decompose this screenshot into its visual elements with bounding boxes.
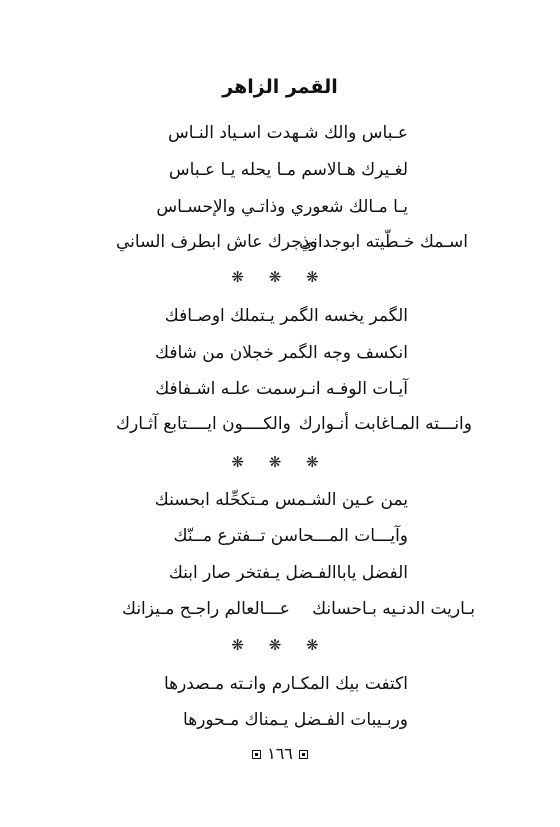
verse-line: الگمر يخسه الگمر يـتملك اوصـافك — [164, 306, 408, 326]
verse-line: الفضل ياباالفـضل يـفتخر صار ابنك — [168, 563, 408, 583]
page-number — [0, 744, 560, 763]
stanza-separator: ❋ ❋ ❋ — [231, 268, 329, 286]
verse-line: وآيـــات المـــحاسن تــفترع مــنّك — [173, 526, 408, 546]
verse-line: يـا مـالك شعوري وذاتـي والإحسـاس — [156, 197, 408, 217]
verse-hemistich-left: وذجرك عاش ابطرف الساني — [116, 232, 318, 252]
page-number-text: ١٦٦ — [267, 744, 293, 763]
verse-hemistich-right: اسـمك خـطّيته ابوجداني — [298, 232, 468, 252]
verse-line: انكسف وجه الگمر خجلان من شافك — [155, 343, 408, 363]
ornament-square-icon — [252, 750, 261, 759]
verse-line: آيـات الوفـه انـرسمت علـه اشـفافك — [155, 379, 408, 399]
verse-line: لغـيرك هـالاسم مـا يحله يـا عـباس — [168, 160, 408, 180]
verse-line: اكتفت بيك المكـارم وانـته مـصدرها — [163, 674, 408, 694]
verse-hemistich-right: بـاريت الدنـيه بـاحسانك — [312, 599, 475, 619]
poem-title: القمر الزاهر — [222, 76, 338, 98]
verse-hemistich-left: والكــــون ايــــتابع آثـارك — [116, 414, 291, 434]
verse-line: عـباس والك شـهدت اسـياد النـاس — [167, 123, 408, 143]
verse-hemistich-right: وانـــته المـاغابت أنـوارك — [298, 414, 472, 434]
stanza-separator: ❋ ❋ ❋ — [231, 636, 329, 654]
verse-line: وربـيبات الفـضل يـمناك مـحورها — [183, 710, 408, 730]
ornament-square-icon — [299, 750, 308, 759]
stanza-separator: ❋ ❋ ❋ — [231, 453, 329, 471]
verse-line: يمن عـين الشـمس مـتكحِّله ابحسنك — [154, 490, 408, 510]
verse-hemistich-left: عـــالعالم راجـح مـيزانك — [122, 599, 290, 619]
